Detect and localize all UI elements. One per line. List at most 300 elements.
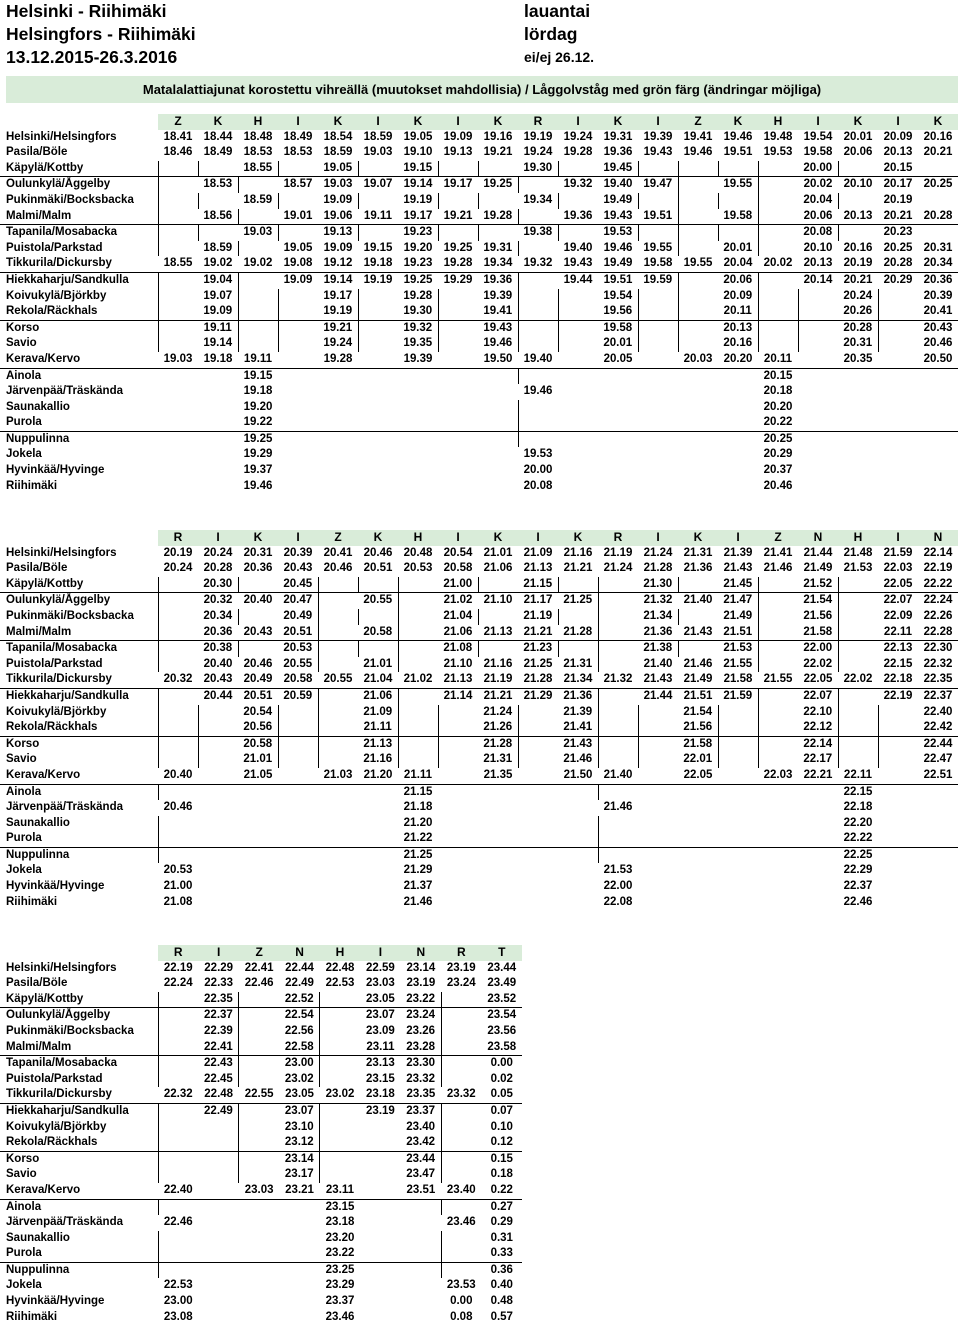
departure-time: 22.37 (918, 688, 958, 704)
departure-time: 18.55 (163, 257, 193, 270)
departure-time: 18.59 (363, 130, 393, 143)
departure-time (878, 768, 918, 784)
pass-through-mark (758, 593, 798, 609)
departure-time: 19.02 (203, 257, 233, 270)
departure-time: 21.52 (803, 577, 833, 590)
pass-through-mark (678, 289, 718, 305)
departure-time: 19.20 (243, 400, 273, 413)
departure-time (918, 384, 958, 400)
departure-time (678, 784, 718, 800)
departure-time (918, 368, 958, 384)
departure-time: 20.18 (763, 385, 793, 398)
departure-time: 19.32 (523, 257, 553, 270)
departure-time: 23.11 (366, 1040, 395, 1053)
departure-time: 21.30 (643, 577, 673, 590)
departure-time: 22.14 (923, 546, 953, 559)
station-row (0, 816, 958, 832)
pass-through-mark (838, 225, 878, 241)
pass-through-mark (398, 705, 438, 721)
departure-time (878, 847, 918, 863)
pass-through-mark (278, 304, 318, 320)
departure-time: 21.17 (518, 593, 558, 609)
departure-time: 21.19 (603, 546, 633, 559)
departure-time (401, 1231, 441, 1247)
pass-through-mark (638, 289, 678, 305)
pass-through-mark (678, 609, 718, 625)
station-name: Savio (6, 1168, 37, 1181)
station-header (0, 945, 158, 961)
pass-through-mark (238, 289, 278, 305)
departure-time (158, 447, 198, 463)
pass-through-mark (838, 752, 878, 768)
departure-time: 21.23 (518, 641, 558, 657)
departure-time: 21.49 (803, 562, 833, 575)
departure-time: 21.10 (443, 657, 473, 670)
station-row (0, 752, 958, 768)
departure-time: 19.41 (683, 130, 713, 143)
train-type: I (798, 114, 838, 130)
station-row (0, 961, 522, 977)
departure-time (318, 463, 358, 479)
station-name: Korso (0, 320, 158, 336)
train-type: K (318, 114, 358, 130)
departure-time: 20.36 (243, 562, 273, 575)
departure-time: 23.10 (284, 1120, 314, 1133)
departure-time: 22.42 (923, 721, 953, 734)
departure-time: 21.43 (683, 625, 713, 638)
pass-through-mark (518, 752, 558, 768)
departure-time: 23.02 (325, 1088, 355, 1101)
departure-time: 19.39 (643, 130, 673, 143)
station-row (0, 209, 958, 225)
departure-time (678, 831, 718, 847)
pass-through-mark (438, 736, 478, 752)
departure-time (279, 1294, 319, 1310)
departure-time (278, 415, 318, 431)
departure-time (238, 847, 278, 863)
pass-through-mark (158, 752, 198, 768)
departure-time (878, 800, 918, 816)
station-name: Järvenpää/Träskända (6, 801, 123, 814)
departure-time (838, 479, 878, 495)
departure-time: 21.29 (518, 688, 558, 704)
departure-time (478, 800, 518, 816)
departure-time: 21.46 (683, 657, 713, 670)
pass-through-mark (158, 1167, 198, 1183)
departure-time (878, 400, 918, 416)
pass-through-mark (838, 161, 878, 177)
departure-time: 20.46 (243, 657, 273, 670)
departure-time (798, 352, 838, 368)
departure-time (198, 431, 238, 447)
pass-through-mark (278, 289, 318, 305)
departure-time (360, 1167, 400, 1183)
departure-time: 21.28 (643, 562, 673, 575)
departure-time (558, 895, 598, 911)
departure-time: 20.17 (878, 177, 918, 193)
departure-time: 21.49 (723, 609, 753, 622)
departure-time: 19.09 (278, 272, 318, 288)
departure-time: 21.53 (603, 864, 633, 877)
departure-time (358, 863, 398, 879)
departure-time: 22.40 (923, 705, 953, 718)
departure-time: 20.13 (883, 146, 913, 159)
departure-time (838, 415, 878, 431)
departure-time (198, 863, 238, 879)
departure-time (318, 400, 358, 416)
departure-time: 0.02 (490, 1072, 513, 1085)
pass-through-mark (478, 577, 518, 593)
station-name: Tikkurila/Dickursby (6, 257, 112, 270)
departure-time (518, 863, 558, 879)
departure-time: 20.28 (923, 209, 953, 222)
pass-through-mark (441, 1231, 481, 1247)
departure-time (838, 368, 878, 384)
departure-time: 23.47 (406, 1168, 435, 1181)
departure-time: 19.03 (318, 177, 358, 193)
departure-time (478, 368, 518, 384)
departure-time (438, 768, 478, 784)
train-type: N (279, 945, 319, 961)
departure-time (678, 415, 718, 431)
departure-time: 19.03 (163, 352, 193, 365)
pass-through-mark (320, 1167, 360, 1183)
pass-through-mark (758, 177, 798, 193)
departure-time (878, 479, 918, 495)
pass-through-mark (758, 609, 798, 625)
departure-time (718, 847, 758, 863)
pass-through-mark (638, 705, 678, 721)
departure-time: 19.34 (523, 193, 553, 206)
departure-time (558, 479, 598, 495)
departure-time (278, 847, 318, 863)
pass-through-mark (239, 1135, 279, 1151)
departure-time: 22.22 (843, 832, 873, 845)
departure-time: 20.34 (203, 609, 233, 622)
departure-time: 23.15 (320, 1199, 360, 1215)
departure-time (198, 768, 238, 784)
station-name: Rekola/Räckhals (6, 305, 98, 318)
departure-time (718, 831, 758, 847)
departure-time: 23.44 (401, 1151, 441, 1167)
pass-through-mark (558, 225, 598, 241)
departure-time: 19.03 (363, 146, 393, 159)
departure-time (360, 1135, 400, 1151)
departure-time (278, 816, 318, 832)
pass-through-mark (798, 304, 838, 320)
departure-time (638, 368, 678, 384)
departure-time: 20.48 (403, 546, 433, 559)
pass-through-mark (441, 1262, 481, 1278)
station-row (0, 800, 958, 816)
station-name: Ainola (0, 784, 158, 800)
train-type: H (758, 114, 798, 130)
station-row (0, 736, 958, 752)
departure-time: 22.26 (923, 609, 953, 622)
departure-time (838, 384, 878, 400)
pass-through-mark (638, 161, 678, 177)
pass-through-mark (278, 752, 318, 768)
departure-time: 20.58 (283, 673, 313, 686)
departure-time: 20.38 (198, 641, 238, 657)
pass-through-mark (238, 609, 278, 625)
pass-through-mark (239, 1167, 279, 1183)
departure-time: 20.51 (283, 625, 313, 638)
departure-time: 21.53 (843, 562, 873, 575)
departure-time (198, 1151, 238, 1167)
departure-time (438, 879, 478, 895)
departure-time: 22.13 (878, 641, 918, 657)
departure-time (438, 847, 478, 863)
departure-time (278, 463, 318, 479)
pass-through-mark (318, 657, 358, 673)
pass-through-mark (318, 609, 358, 625)
pass-through-mark (158, 705, 198, 721)
departure-time: 21.34 (643, 609, 673, 622)
departure-time (478, 847, 518, 863)
pass-through-mark (758, 577, 798, 593)
pass-through-mark (158, 1040, 198, 1056)
station-name: Tapanila/Mosabacka (0, 641, 158, 657)
train-type: I (878, 114, 918, 130)
station-name: Hyvinkää/Hyvinge (6, 880, 105, 893)
station-row (0, 992, 522, 1008)
pass-through-mark (678, 336, 718, 352)
departure-time: 19.21 (443, 209, 473, 222)
departure-time: 19.05 (283, 241, 313, 254)
station-name: Ainola (0, 368, 158, 384)
departure-time (598, 400, 638, 416)
departure-time: 19.51 (643, 209, 673, 222)
departure-time: 19.09 (323, 241, 353, 254)
departure-time: 23.51 (406, 1183, 436, 1196)
train-type: K (478, 114, 518, 130)
departure-time (918, 800, 958, 816)
departure-time: 22.44 (918, 736, 958, 752)
departure-time (718, 415, 758, 431)
departure-time: 19.31 (603, 130, 633, 143)
departure-time: 19.28 (323, 352, 353, 365)
pass-through-mark (598, 625, 638, 641)
departure-time (198, 847, 238, 863)
departure-time: 20.22 (763, 416, 793, 429)
departure-time (358, 431, 398, 447)
departure-time: 19.09 (203, 305, 233, 318)
departure-time: 23.49 (487, 977, 517, 990)
train-type: K (598, 114, 638, 130)
departure-time: 21.56 (803, 609, 833, 622)
pass-through-mark (398, 577, 438, 593)
pass-through-mark (158, 241, 198, 257)
train-type: I (638, 114, 678, 130)
pass-through-mark (238, 241, 278, 257)
departure-time (278, 863, 318, 879)
departure-time: 19.46 (683, 146, 713, 159)
departure-time (878, 863, 918, 879)
pass-through-mark (798, 320, 838, 336)
departure-time: 20.19 (163, 546, 193, 559)
departure-time (278, 368, 318, 384)
departure-time (198, 1262, 238, 1278)
train-type: I (518, 530, 558, 546)
departure-time: 20.15 (883, 161, 913, 174)
departure-time: 19.43 (603, 209, 633, 222)
departure-time (438, 384, 478, 400)
train-type: T (482, 945, 522, 961)
station-row (0, 320, 958, 336)
departure-time (239, 1262, 279, 1278)
station-name: Puistola/Parkstad (6, 1072, 103, 1085)
departure-time (198, 1231, 238, 1247)
departure-time: 22.19 (163, 961, 193, 974)
departure-time (798, 447, 838, 463)
pass-through-mark (239, 992, 279, 1008)
pass-through-mark (438, 161, 478, 177)
departure-time: 21.46 (403, 895, 433, 908)
departure-time: 20.20 (763, 400, 793, 413)
pass-through-mark (278, 736, 318, 752)
departure-time: 19.38 (518, 225, 558, 241)
departure-time: 20.46 (323, 562, 353, 575)
departure-time: 19.25 (398, 272, 438, 288)
train-type: I (278, 114, 318, 130)
departure-time: 19.59 (638, 272, 678, 288)
pass-through-mark (878, 736, 918, 752)
departure-time (718, 431, 758, 447)
timetable-block-2 (0, 530, 958, 910)
departure-time (358, 384, 398, 400)
timetable-block-1 (0, 114, 958, 494)
departure-time: 19.19 (323, 305, 353, 318)
departure-time (878, 368, 918, 384)
departure-time: 21.46 (563, 753, 593, 766)
pass-through-mark (518, 304, 558, 320)
pass-through-mark (758, 752, 798, 768)
departure-time: 23.19 (406, 977, 436, 990)
station-row (0, 272, 958, 288)
departure-time: 21.00 (163, 880, 193, 893)
pass-through-mark (438, 289, 478, 305)
departure-time: 22.12 (803, 721, 833, 734)
departure-time (158, 463, 198, 479)
departure-time (239, 1199, 279, 1215)
departure-time (318, 384, 358, 400)
station-name: Helsinki/Helsingfors (6, 546, 117, 559)
departure-time: 23.44 (487, 961, 517, 974)
station-name: Malmi/Malm (6, 625, 72, 638)
pass-through-mark (358, 336, 398, 352)
departure-time: 0.18 (490, 1168, 513, 1181)
departure-time (718, 800, 758, 816)
station-name: Savio (6, 753, 37, 766)
pass-through-mark (441, 1120, 481, 1136)
departure-time: 19.39 (403, 352, 433, 365)
departure-time (278, 400, 318, 416)
pass-through-mark (518, 368, 558, 384)
departure-time: 18.59 (323, 146, 353, 159)
departure-time: 20.26 (843, 305, 873, 318)
departure-time: 0.33 (490, 1247, 513, 1260)
departure-time: 20.29 (763, 448, 793, 461)
station-name: Kerava/Kervo (6, 768, 81, 781)
pass-through-mark (278, 705, 318, 721)
departure-time: 0.36 (482, 1262, 522, 1278)
departure-time: 19.32 (398, 320, 438, 336)
departure-time (318, 479, 358, 495)
departure-time (278, 479, 318, 495)
station-name: Riihimäki (6, 479, 58, 492)
departure-time (398, 415, 438, 431)
pass-through-mark (558, 289, 598, 305)
departure-time: 22.29 (843, 864, 873, 877)
departure-time: 21.58 (723, 673, 753, 686)
train-type: I (438, 114, 478, 130)
station-row (0, 431, 958, 447)
departure-time (239, 1278, 279, 1294)
departure-time: 21.58 (803, 625, 833, 638)
departure-time: 19.37 (243, 464, 273, 477)
departure-time: 23.46 (325, 1310, 355, 1323)
departure-time (918, 816, 958, 832)
train-type: R (598, 530, 638, 546)
departure-time (918, 447, 958, 463)
departure-time: 19.29 (243, 448, 273, 461)
train-type: Z (318, 530, 358, 546)
departure-time (878, 431, 918, 447)
departure-time (678, 895, 718, 911)
station-row (0, 289, 958, 305)
train-type: H (238, 114, 278, 130)
station-name: Kerava/Kervo (6, 1183, 81, 1196)
pass-through-mark (598, 688, 638, 704)
pass-through-mark (238, 320, 278, 336)
departure-time (918, 225, 958, 241)
departure-time: 23.07 (279, 1103, 319, 1119)
departure-time: 22.32 (923, 657, 953, 670)
pass-through-mark (398, 752, 438, 768)
departure-time (438, 863, 478, 879)
departure-time: 19.23 (403, 257, 433, 270)
departure-time: 23.15 (366, 1072, 395, 1085)
departure-time: 20.06 (803, 209, 833, 222)
pass-through-mark (878, 336, 918, 352)
departure-time: 0.40 (490, 1279, 513, 1292)
departure-time (438, 463, 478, 479)
departure-time: 19.29 (438, 272, 478, 288)
departure-time: 23.03 (244, 1183, 274, 1196)
departure-time: 19.58 (598, 320, 638, 336)
pass-through-mark (678, 577, 718, 593)
departure-time (838, 431, 878, 447)
departure-time (638, 479, 678, 495)
pass-through-mark (441, 992, 481, 1008)
departure-time: 20.46 (763, 479, 793, 492)
pass-through-mark (358, 577, 398, 593)
departure-time (918, 895, 958, 911)
pass-through-mark (158, 816, 198, 832)
departure-time (718, 879, 758, 895)
station-row (0, 625, 958, 641)
departure-time (558, 400, 598, 416)
station-row (0, 384, 958, 400)
train-type: I (558, 114, 598, 130)
departure-time: 20.46 (363, 546, 393, 559)
departure-time (158, 368, 198, 384)
pass-through-mark (398, 593, 438, 609)
departure-time: 19.25 (238, 431, 278, 447)
departure-time (438, 447, 478, 463)
pass-through-mark (438, 193, 478, 209)
